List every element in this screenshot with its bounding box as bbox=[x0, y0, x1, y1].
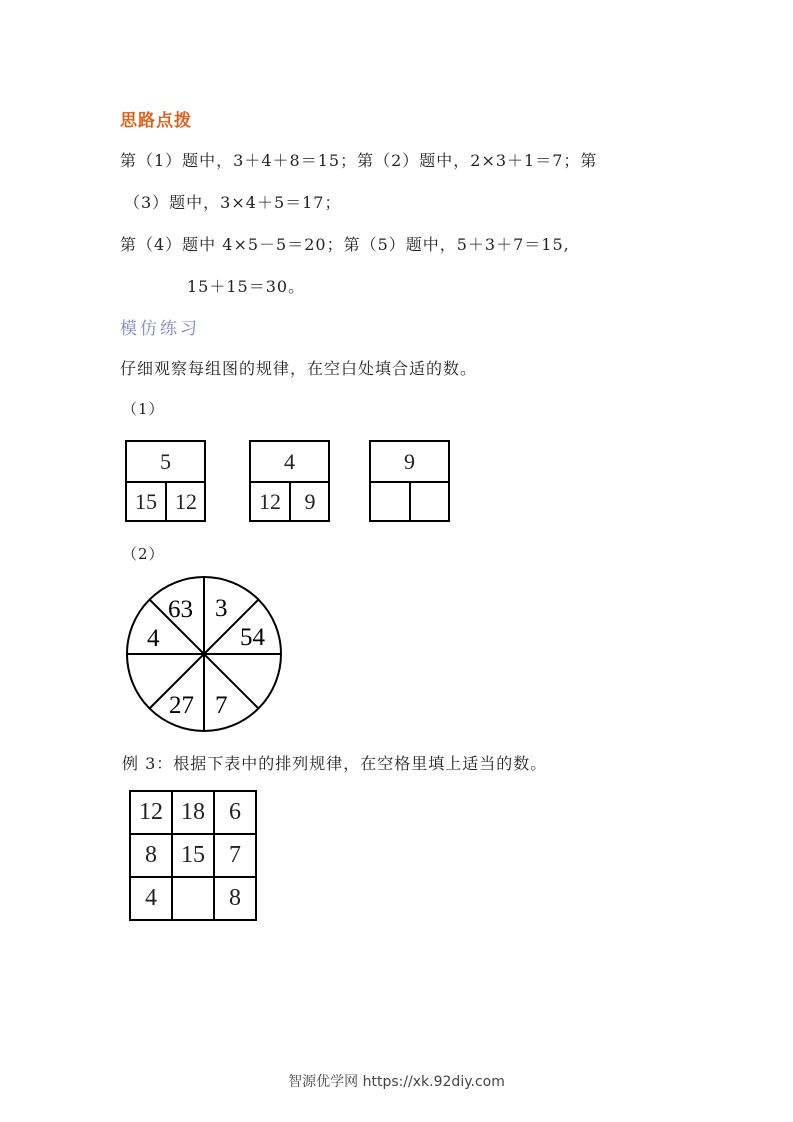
number-box-1 bbox=[125, 440, 206, 522]
grid-cell: 7 bbox=[214, 834, 256, 877]
box-bottom-left-cell: 12 bbox=[251, 483, 291, 520]
circle-number: 4 bbox=[147, 625, 160, 652]
box-bottom-left-cell: 15 bbox=[127, 483, 167, 520]
box-top-cell: 4 bbox=[251, 442, 328, 483]
grid-row bbox=[130, 791, 256, 834]
hint-title: 思路点拨 bbox=[120, 111, 192, 131]
grid-cell: 8 bbox=[214, 877, 256, 920]
hint-line-2: （3）题中，3×4＋5＝17； bbox=[124, 193, 342, 212]
grid-cell: 18 bbox=[172, 791, 214, 834]
box-top-cell: 9 bbox=[371, 442, 448, 483]
number-box-3 bbox=[369, 440, 450, 522]
grid-cell: 15 bbox=[172, 834, 214, 877]
circle-number: 3 bbox=[215, 595, 228, 622]
grid-row bbox=[130, 834, 256, 877]
grid-cell: 12 bbox=[130, 791, 172, 834]
circle-number: 63 bbox=[168, 596, 193, 623]
number-grid bbox=[129, 790, 257, 921]
part1-label: （1） bbox=[122, 400, 165, 418]
circle-number: 27 bbox=[169, 692, 194, 719]
grid-cell: 4 bbox=[130, 877, 172, 920]
circle-number: 7 bbox=[215, 692, 228, 719]
part2-label: （2） bbox=[122, 545, 165, 563]
hint-line-4: 15＋15＝30。 bbox=[187, 277, 306, 296]
box-bottom-right-cell-blank bbox=[411, 483, 449, 520]
practice-instruction: 仔细观察每组图的规律，在空白处填合适的数。 bbox=[120, 359, 478, 378]
grid-cell: 6 bbox=[214, 791, 256, 834]
number-circle bbox=[120, 570, 290, 740]
footer-watermark: 智源优学网 https://xk.92diy.com bbox=[288, 1074, 505, 1090]
number-box-2 bbox=[249, 440, 330, 522]
practice-title: 模仿练习 bbox=[120, 319, 200, 339]
hint-line-1: 第（1）题中，3＋4＋8＝15；第（2）题中，2×3＋1＝7；第 bbox=[120, 151, 598, 170]
box-bottom-right-cell: 9 bbox=[304, 488, 316, 514]
example3-text: 例 3：根据下表中的排列规律，在空格里填上适当的数。 bbox=[122, 754, 548, 773]
hint-line-3: 第（4）题中 4×5－5＝20；第（5）题中，5＋3＋7＝15, bbox=[120, 235, 570, 254]
box-bottom-right-cell: 12 bbox=[175, 488, 197, 514]
circle-number: 54 bbox=[240, 624, 265, 651]
box-top-cell: 5 bbox=[127, 442, 204, 483]
grid-cell: 8 bbox=[130, 834, 172, 877]
grid-row bbox=[130, 877, 256, 920]
box-bottom-left-cell-blank bbox=[371, 483, 411, 520]
grid-cell-blank bbox=[172, 877, 214, 920]
